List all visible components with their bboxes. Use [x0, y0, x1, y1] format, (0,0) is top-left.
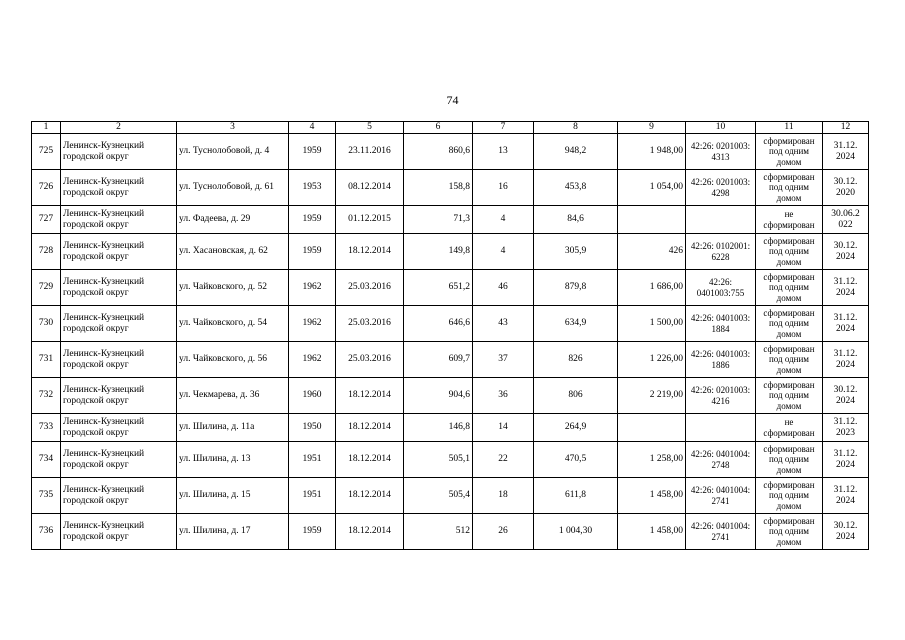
cell-residents-count: 37	[473, 342, 534, 378]
cell-municipality: Ленинск-Кузнецкий городской округ	[61, 170, 177, 206]
cell-year-built: 1959	[289, 514, 336, 550]
cell-deadline: 31.12. 2024	[823, 270, 869, 306]
cell-recognition-date: 18.12.2014	[336, 442, 404, 478]
cell-residents-count: 26	[473, 514, 534, 550]
cell-living-area: 470,5	[534, 442, 618, 478]
cell-recognition-date: 25.03.2016	[336, 342, 404, 378]
column-number: 8	[534, 122, 618, 134]
cell-deadline: 31.12. 2024	[823, 342, 869, 378]
cell-living-area: 826	[534, 342, 618, 378]
cell-row-number: 734	[32, 442, 61, 478]
cell-land-area: 1 054,00	[618, 170, 686, 206]
table-row	[32, 170, 869, 206]
column-number: 12	[823, 122, 869, 134]
cell-total-area: 609,7	[404, 342, 473, 378]
cell-total-area: 71,3	[404, 206, 473, 234]
cell-plot-status: сформирован под одним домом	[756, 306, 823, 342]
cell-residents-count: 18	[473, 478, 534, 514]
cell-address: ул. Чайковского, д. 54	[177, 306, 289, 342]
cell-row-number: 728	[32, 234, 61, 270]
cell-total-area: 146,8	[404, 414, 473, 442]
cell-residents-count: 14	[473, 414, 534, 442]
cell-municipality: Ленинск-Кузнецкий городской округ	[61, 234, 177, 270]
cell-land-area: 1 458,00	[618, 514, 686, 550]
column-number-row	[32, 122, 869, 134]
cell-row-number: 735	[32, 478, 61, 514]
table-row	[32, 134, 869, 170]
cell-total-area: 860,6	[404, 134, 473, 170]
table-row	[32, 206, 869, 234]
cell-land-area: 2 219,00	[618, 378, 686, 414]
cell-living-area: 611,8	[534, 478, 618, 514]
cell-land-area: 1 686,00	[618, 270, 686, 306]
cell-municipality: Ленинск-Кузнецкий городской округ	[61, 306, 177, 342]
cell-residents-count: 4	[473, 234, 534, 270]
cell-total-area: 505,4	[404, 478, 473, 514]
cell-living-area: 453,8	[534, 170, 618, 206]
housing-register-table	[31, 121, 869, 550]
cell-municipality: Ленинск-Кузнецкий городской округ	[61, 342, 177, 378]
cell-cadastral-number: 42:26: 0401003:755	[686, 270, 756, 306]
cell-municipality: Ленинск-Кузнецкий городской округ	[61, 442, 177, 478]
column-number: 3	[177, 122, 289, 134]
cell-address: ул. Чайковского, д. 52	[177, 270, 289, 306]
cell-address: ул. Шилина, д. 17	[177, 514, 289, 550]
cell-municipality: Ленинск-Кузнецкий городской округ	[61, 514, 177, 550]
cell-recognition-date: 18.12.2014	[336, 514, 404, 550]
cell-address: ул. Чекмарева, д. 36	[177, 378, 289, 414]
cell-deadline: 31.12. 2024	[823, 442, 869, 478]
cell-plot-status: сформирован под одним домом	[756, 478, 823, 514]
cell-row-number: 731	[32, 342, 61, 378]
table-row	[32, 306, 869, 342]
table-row	[32, 414, 869, 442]
cell-residents-count: 36	[473, 378, 534, 414]
column-number: 2	[61, 122, 177, 134]
cell-deadline: 30.12. 2024	[823, 234, 869, 270]
cell-land-area: 1 258,00	[618, 442, 686, 478]
cell-living-area: 264,9	[534, 414, 618, 442]
cell-municipality: Ленинск-Кузнецкий городской округ	[61, 478, 177, 514]
cell-cadastral-number	[686, 414, 756, 442]
cell-living-area: 948,2	[534, 134, 618, 170]
table-row	[32, 478, 869, 514]
cell-recognition-date: 25.03.2016	[336, 306, 404, 342]
cell-living-area: 305,9	[534, 234, 618, 270]
cell-recognition-date: 08.12.2014	[336, 170, 404, 206]
cell-address: ул. Шилина, д. 11а	[177, 414, 289, 442]
cell-land-area	[618, 414, 686, 442]
cell-cadastral-number: 42:26: 0201003: 4313	[686, 134, 756, 170]
column-number: 5	[336, 122, 404, 134]
cell-deadline: 31.12. 2024	[823, 134, 869, 170]
cell-plot-status: сформирован под одним домом	[756, 270, 823, 306]
cell-plot-status: сформирован под одним домом	[756, 342, 823, 378]
table-row	[32, 378, 869, 414]
cell-municipality: Ленинск-Кузнецкий городской округ	[61, 414, 177, 442]
cell-cadastral-number: 42:26: 0401004: 2741	[686, 514, 756, 550]
cell-row-number: 733	[32, 414, 61, 442]
column-number: 1	[32, 122, 61, 134]
column-number: 10	[686, 122, 756, 134]
cell-row-number: 732	[32, 378, 61, 414]
cell-address: ул. Шилина, д. 13	[177, 442, 289, 478]
cell-residents-count: 46	[473, 270, 534, 306]
cell-cadastral-number: 42:26: 0401004: 2748	[686, 442, 756, 478]
cell-residents-count: 43	[473, 306, 534, 342]
cell-municipality: Ленинск-Кузнецкий городской округ	[61, 206, 177, 234]
cell-plot-status: сформирован под одним домом	[756, 134, 823, 170]
cell-living-area: 634,9	[534, 306, 618, 342]
cell-address: ул. Хасановская, д. 62	[177, 234, 289, 270]
cell-deadline: 30.06.2 022	[823, 206, 869, 234]
cell-row-number: 725	[32, 134, 61, 170]
cell-total-area: 651,2	[404, 270, 473, 306]
cell-recognition-date: 18.12.2014	[336, 414, 404, 442]
cell-cadastral-number	[686, 206, 756, 234]
cell-living-area: 1 004,30	[534, 514, 618, 550]
cell-deadline: 31.12. 2024	[823, 306, 869, 342]
cell-total-area: 512	[404, 514, 473, 550]
cell-deadline: 30.12. 2020	[823, 170, 869, 206]
cell-recognition-date: 18.12.2014	[336, 478, 404, 514]
cell-address: ул. Фадеева, д. 29	[177, 206, 289, 234]
cell-deadline: 31.12. 2023	[823, 414, 869, 442]
cell-municipality: Ленинск-Кузнецкий городской округ	[61, 270, 177, 306]
cell-deadline: 30.12. 2024	[823, 514, 869, 550]
table-row	[32, 514, 869, 550]
cell-total-area: 646,6	[404, 306, 473, 342]
cell-year-built: 1959	[289, 134, 336, 170]
cell-plot-status: не сформирован	[756, 414, 823, 442]
cell-municipality: Ленинск-Кузнецкий городской округ	[61, 378, 177, 414]
cell-land-area: 1 948,00	[618, 134, 686, 170]
cell-plot-status: не сформирован	[756, 206, 823, 234]
cell-address: ул. Чайковского, д. 56	[177, 342, 289, 378]
table-row	[32, 342, 869, 378]
cell-year-built: 1951	[289, 478, 336, 514]
cell-residents-count: 16	[473, 170, 534, 206]
cell-cadastral-number: 42:26: 0102001: 6228	[686, 234, 756, 270]
column-number: 6	[404, 122, 473, 134]
column-number: 11	[756, 122, 823, 134]
cell-row-number: 727	[32, 206, 61, 234]
cell-residents-count: 13	[473, 134, 534, 170]
cell-plot-status: сформирован под одним домом	[756, 234, 823, 270]
cell-living-area: 806	[534, 378, 618, 414]
cell-address: ул. Туснолобовой, д. 4	[177, 134, 289, 170]
cell-recognition-date: 01.12.2015	[336, 206, 404, 234]
cell-deadline: 30.12. 2024	[823, 378, 869, 414]
cell-plot-status: сформирован под одним домом	[756, 170, 823, 206]
cell-row-number: 730	[32, 306, 61, 342]
cell-recognition-date: 18.12.2014	[336, 234, 404, 270]
cell-year-built: 1953	[289, 170, 336, 206]
cell-recognition-date: 18.12.2014	[336, 378, 404, 414]
cell-year-built: 1960	[289, 378, 336, 414]
cell-recognition-date: 25.03.2016	[336, 270, 404, 306]
cell-recognition-date: 23.11.2016	[336, 134, 404, 170]
cell-land-area: 1 458,00	[618, 478, 686, 514]
cell-year-built: 1962	[289, 270, 336, 306]
cell-land-area: 426	[618, 234, 686, 270]
column-number: 9	[618, 122, 686, 134]
cell-year-built: 1951	[289, 442, 336, 478]
cell-living-area: 879,8	[534, 270, 618, 306]
cell-address: ул. Шилина, д. 15	[177, 478, 289, 514]
cell-total-area: 158,8	[404, 170, 473, 206]
cell-year-built: 1959	[289, 206, 336, 234]
table-row	[32, 270, 869, 306]
cell-plot-status: сформирован под одним домом	[756, 378, 823, 414]
cell-total-area: 904,6	[404, 378, 473, 414]
cell-municipality: Ленинск-Кузнецкий городской округ	[61, 134, 177, 170]
cell-year-built: 1950	[289, 414, 336, 442]
table-row	[32, 442, 869, 478]
cell-cadastral-number: 42:26: 0401003: 1884	[686, 306, 756, 342]
cell-year-built: 1959	[289, 234, 336, 270]
cell-address: ул. Туснолобовой, д. 61	[177, 170, 289, 206]
cell-residents-count: 22	[473, 442, 534, 478]
cell-year-built: 1962	[289, 306, 336, 342]
cell-living-area: 84,6	[534, 206, 618, 234]
cell-cadastral-number: 42:26: 0201003: 4298	[686, 170, 756, 206]
column-number: 7	[473, 122, 534, 134]
cell-row-number: 729	[32, 270, 61, 306]
cell-cadastral-number: 42:26: 0201003: 4216	[686, 378, 756, 414]
page-number: 74	[446, 93, 459, 107]
cell-land-area	[618, 206, 686, 234]
cell-year-built: 1962	[289, 342, 336, 378]
column-number: 4	[289, 122, 336, 134]
cell-land-area: 1 500,00	[618, 306, 686, 342]
cell-plot-status: сформирован под одним домом	[756, 442, 823, 478]
cell-land-area: 1 226,00	[618, 342, 686, 378]
table-row	[32, 234, 869, 270]
cell-row-number: 726	[32, 170, 61, 206]
cell-plot-status: сформирован под одним домом	[756, 514, 823, 550]
cell-total-area: 505,1	[404, 442, 473, 478]
cell-deadline: 31.12. 2024	[823, 478, 869, 514]
cell-residents-count: 4	[473, 206, 534, 234]
cell-cadastral-number: 42:26: 0401004: 2741	[686, 478, 756, 514]
cell-total-area: 149,8	[404, 234, 473, 270]
cell-row-number: 736	[32, 514, 61, 550]
cell-cadastral-number: 42:26: 0401003: 1886	[686, 342, 756, 378]
